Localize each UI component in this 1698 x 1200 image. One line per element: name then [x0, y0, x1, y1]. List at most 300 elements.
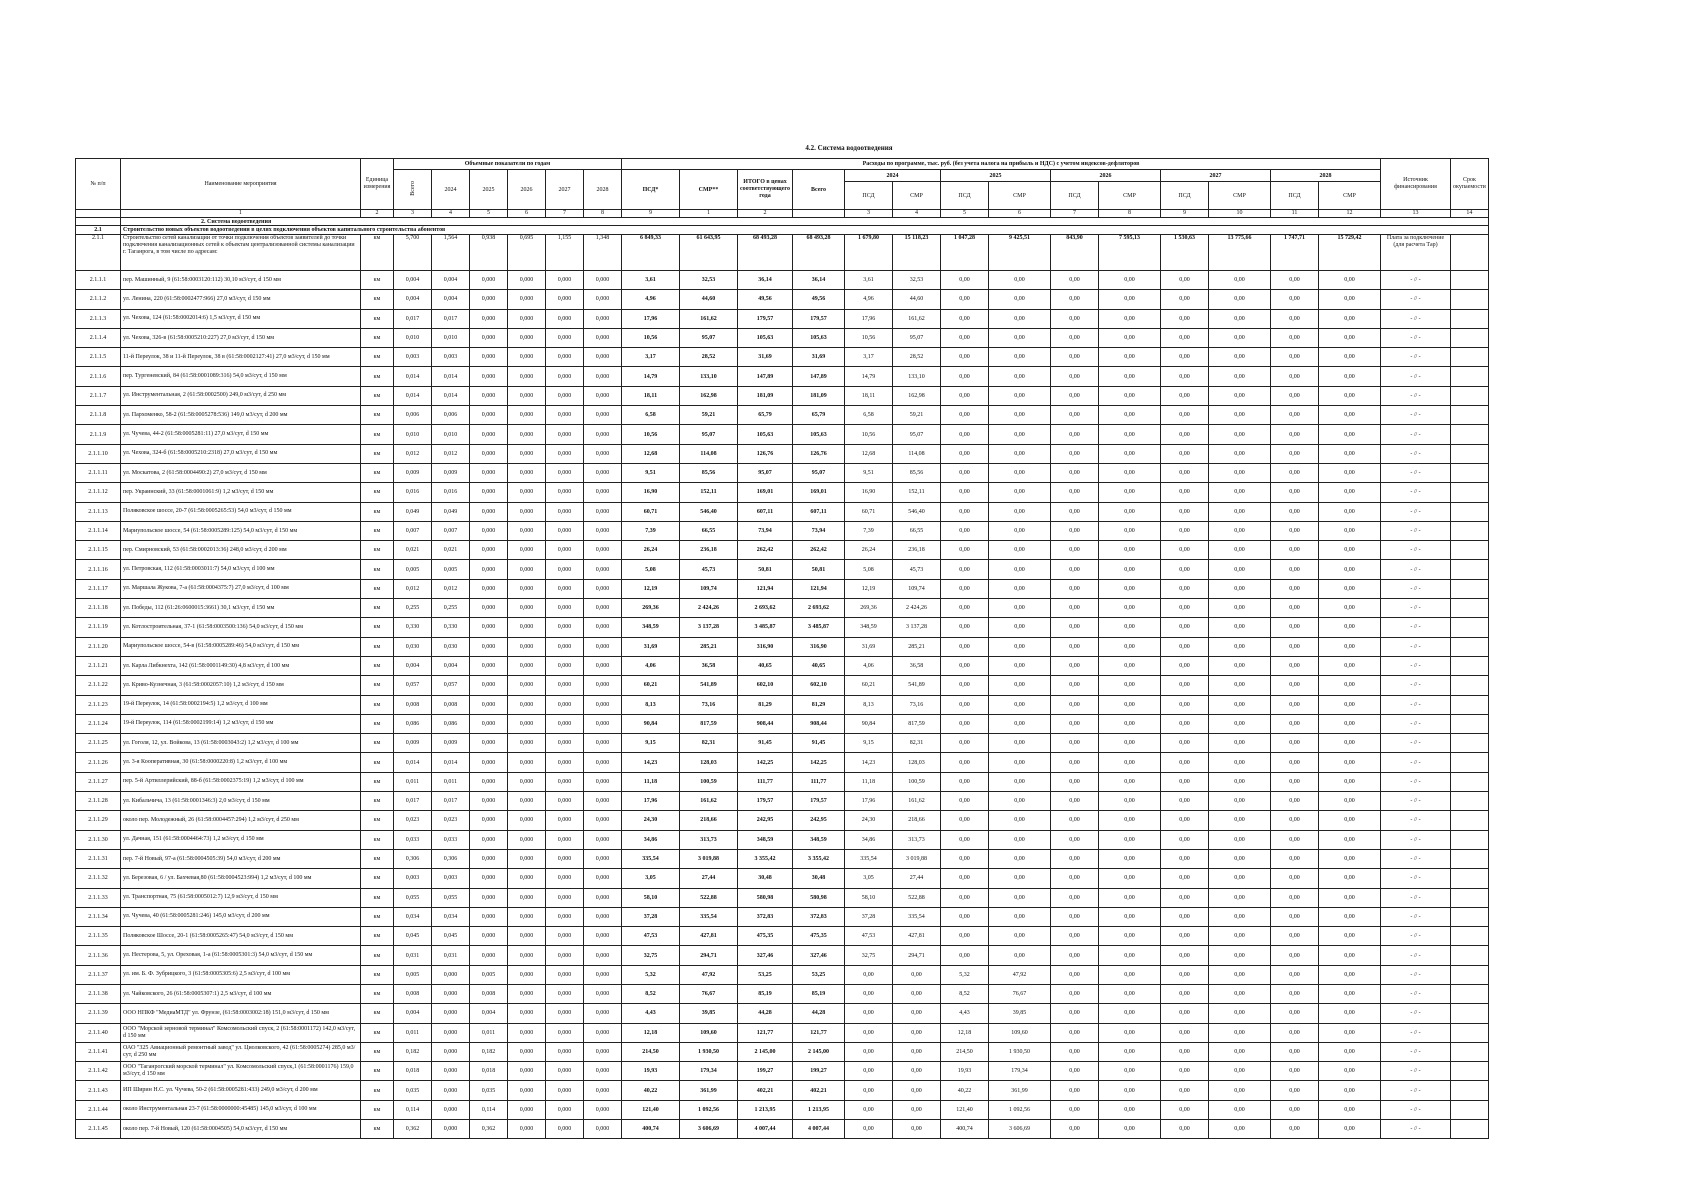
- total-value: 1 679,80: [845, 235, 893, 271]
- row-value: 1 930,50: [989, 1042, 1051, 1061]
- row-no: 2.1.1.38: [76, 984, 121, 1003]
- row-value: 0,000: [470, 714, 508, 733]
- row-value: 0,00: [1319, 386, 1381, 405]
- row-value: 0,00: [1051, 618, 1099, 637]
- row-value: 348,59: [845, 618, 893, 637]
- row-no: 2.1.1.2: [76, 290, 121, 309]
- row-value: 95,07: [680, 425, 738, 444]
- row-unit: км: [361, 965, 394, 984]
- row-value: 9,51: [622, 463, 680, 482]
- row-value: 0,004: [432, 290, 470, 309]
- total-value: 68 493,28: [793, 235, 845, 271]
- row-term: [1451, 714, 1489, 733]
- row-value: 3 485,87: [738, 618, 793, 637]
- col-no: № п/п: [76, 159, 121, 210]
- row-value: 91,45: [738, 734, 793, 753]
- row-no: 2.1.1.17: [76, 579, 121, 598]
- row-value: 0,00: [1209, 927, 1271, 946]
- row-value: 0,00: [1319, 1081, 1381, 1100]
- table-row: [76, 927, 1489, 946]
- row-value: 0,000: [584, 502, 622, 521]
- row-value: 147,89: [738, 367, 793, 386]
- row-unit: км: [361, 618, 394, 637]
- row-value: 17,96: [845, 309, 893, 328]
- total-no: 2.1.1: [76, 235, 121, 271]
- row-name: ул. Чехова, 324-б (61:58:0005210:2318) 27,0 м3/сут, d 150 мм: [121, 444, 361, 463]
- row-value: 0,005: [470, 965, 508, 984]
- col-vol-total: Всего: [394, 170, 432, 210]
- column-number: 8: [584, 210, 622, 218]
- row-value: 0,000: [508, 888, 546, 907]
- row-value: 4,96: [845, 290, 893, 309]
- row-value: 0,00: [1161, 830, 1209, 849]
- row-value: 908,44: [738, 714, 793, 733]
- row-value: 24,30: [845, 811, 893, 830]
- row-value: 0,00: [989, 676, 1051, 695]
- row-name: ул. Транспортная, 75 (61:58:0005012:7) 12,9 м3/сут, d 150 мм: [121, 888, 361, 907]
- total-value: 7 595,13: [1099, 235, 1161, 271]
- row-value: 0,00: [1099, 927, 1161, 946]
- row-unit: км: [361, 849, 394, 868]
- row-no: 2.1.1.11: [76, 463, 121, 482]
- row-value: 0,006: [394, 406, 432, 425]
- row-value: 0,005: [394, 965, 432, 984]
- row-value: 0,00: [1099, 888, 1161, 907]
- row-value: 1 930,50: [680, 1042, 738, 1061]
- row-value: 0,00: [941, 714, 989, 733]
- row-value: 0,00: [1051, 483, 1099, 502]
- row-term: [1451, 560, 1489, 579]
- row-value: 0,000: [470, 830, 508, 849]
- row-value: 0,000: [584, 541, 622, 560]
- row-value: 0,000: [508, 367, 546, 386]
- row-value: 31,69: [793, 348, 845, 367]
- row-value: 0,000: [432, 1100, 470, 1119]
- column-number: 1: [121, 210, 361, 218]
- row-name: пер. Украинский, 33 (61:58:0001061:9) 1,2 м3/сут, d 150 мм: [121, 483, 361, 502]
- row-value: 0,00: [1209, 579, 1271, 598]
- col-source: Источник финансирования: [1381, 159, 1451, 210]
- row-value: 0,000: [584, 483, 622, 502]
- row-term: [1451, 599, 1489, 618]
- row-value: 0,00: [1271, 1042, 1319, 1061]
- row-value: 0,00: [989, 271, 1051, 290]
- row-value: 0,00: [845, 1004, 893, 1023]
- row-value: 0,004: [394, 271, 432, 290]
- row-term: [1451, 328, 1489, 347]
- row-value: 0,000: [584, 849, 622, 868]
- row-value: 0,00: [1099, 521, 1161, 540]
- row-value: 0,00: [1209, 1023, 1271, 1042]
- row-value: 0,014: [432, 753, 470, 772]
- row-value: 348,59: [622, 618, 680, 637]
- column-number: 5: [470, 210, 508, 218]
- row-value: 0,000: [546, 1042, 584, 1061]
- row-value: 0,00: [1319, 1100, 1381, 1119]
- row-value: 59,21: [680, 406, 738, 425]
- row-value: 0,000: [508, 869, 546, 888]
- row-value: 0,000: [508, 406, 546, 425]
- row-value: 0,00: [989, 599, 1051, 618]
- row-source: - // -: [1381, 1062, 1451, 1081]
- row-value: 0,00: [1161, 734, 1209, 753]
- row-value: 0,000: [546, 907, 584, 926]
- table-row: [76, 541, 1489, 560]
- row-value: 161,62: [680, 792, 738, 811]
- row-value: 121,94: [793, 579, 845, 598]
- row-value: 0,000: [508, 328, 546, 347]
- row-value: 0,008: [432, 695, 470, 714]
- row-value: 26,24: [845, 541, 893, 560]
- row-value: 0,00: [1099, 1004, 1161, 1023]
- row-value: 0,00: [1271, 734, 1319, 753]
- row-value: 73,94: [738, 521, 793, 540]
- row-term: [1451, 502, 1489, 521]
- row-value: 0,00: [1051, 348, 1099, 367]
- row-value: 0,255: [394, 599, 432, 618]
- row-value: 0,00: [1271, 541, 1319, 560]
- row-no: 2.1.1.40: [76, 1023, 121, 1042]
- row-value: 0,00: [1099, 792, 1161, 811]
- row-value: 0,00: [1209, 1081, 1271, 1100]
- row-value: 121,40: [622, 1100, 680, 1119]
- row-value: 0,00: [1319, 965, 1381, 984]
- row-value: 0,045: [432, 927, 470, 946]
- row-value: 2 693,62: [793, 599, 845, 618]
- row-no: 2.1.1.41: [76, 1042, 121, 1061]
- row-value: 0,00: [1319, 1120, 1381, 1139]
- row-value: 0,00: [1051, 849, 1099, 868]
- row-value: 0,00: [1319, 695, 1381, 714]
- row-value: 0,000: [470, 676, 508, 695]
- row-value: 0,00: [989, 869, 1051, 888]
- row-value: 0,009: [432, 463, 470, 482]
- row-value: 0,00: [989, 656, 1051, 675]
- row-term: [1451, 483, 1489, 502]
- row-value: 181,09: [793, 386, 845, 405]
- row-value: 0,00: [1161, 753, 1209, 772]
- row-source: - // -: [1381, 541, 1451, 560]
- row-value: 0,00: [1319, 521, 1381, 540]
- row-value: 47,92: [680, 965, 738, 984]
- row-value: 0,000: [546, 1100, 584, 1119]
- row-value: 0,00: [1319, 1004, 1381, 1023]
- row-value: 602,10: [793, 676, 845, 695]
- row-value: 327,46: [793, 946, 845, 965]
- row-no: 2.1.1.1: [76, 271, 121, 290]
- row-value: 0,00: [1319, 444, 1381, 463]
- row-value: 0,00: [1319, 425, 1381, 444]
- row-value: 0,011: [394, 772, 432, 791]
- row-unit: км: [361, 560, 394, 579]
- row-value: 128,03: [893, 753, 941, 772]
- row-value: 0,00: [941, 560, 989, 579]
- row-value: 0,00: [989, 637, 1051, 656]
- row-value: 3,17: [845, 348, 893, 367]
- row-value: 0,00: [1051, 946, 1099, 965]
- row-source: - // -: [1381, 309, 1451, 328]
- row-value: 0,00: [1051, 444, 1099, 463]
- row-value: 0,000: [584, 599, 622, 618]
- row-source: - // -: [1381, 753, 1451, 772]
- row-value: 111,77: [793, 772, 845, 791]
- table-row: [76, 792, 1489, 811]
- total-value: 15 729,42: [1319, 235, 1381, 271]
- row-value: 0,000: [584, 386, 622, 405]
- row-source: - // -: [1381, 367, 1451, 386]
- row-value: 30,48: [738, 869, 793, 888]
- row-value: 0,00: [1161, 328, 1209, 347]
- row-value: 0,004: [432, 271, 470, 290]
- table-row: [76, 290, 1489, 309]
- row-value: 400,74: [941, 1120, 989, 1139]
- row-value: 0,033: [432, 830, 470, 849]
- row-value: 0,00: [1161, 907, 1209, 926]
- table-row: [76, 618, 1489, 637]
- total-value: 6 849,33: [622, 235, 680, 271]
- row-value: 0,00: [1209, 714, 1271, 733]
- row-value: 0,00: [1099, 637, 1161, 656]
- row-value: 0,00: [845, 965, 893, 984]
- row-value: 0,000: [546, 1120, 584, 1139]
- row-value: 0,00: [1161, 406, 1209, 425]
- row-unit: км: [361, 502, 394, 521]
- row-value: 17,96: [622, 309, 680, 328]
- row-value: 0,00: [989, 348, 1051, 367]
- row-value: 0,00: [1209, 328, 1271, 347]
- row-value: 6,58: [622, 406, 680, 425]
- row-value: 0,000: [546, 965, 584, 984]
- row-value: 0,000: [470, 406, 508, 425]
- row-value: 0,000: [470, 290, 508, 309]
- total-value: 13 775,66: [1209, 235, 1271, 271]
- row-value: 0,004: [432, 656, 470, 675]
- row-value: 32,75: [622, 946, 680, 965]
- row-value: 7,39: [622, 521, 680, 540]
- row-term: [1451, 386, 1489, 405]
- row-term: [1451, 1120, 1489, 1139]
- col-psd-2027: ПСД: [1161, 182, 1209, 210]
- row-value: 169,01: [738, 483, 793, 502]
- row-value: 169,01: [793, 483, 845, 502]
- row-source: - // -: [1381, 965, 1451, 984]
- row-value: 0,00: [893, 1062, 941, 1081]
- row-value: 85,19: [793, 984, 845, 1003]
- year-2027-header: 2027: [1161, 170, 1271, 182]
- row-source: - // -: [1381, 695, 1451, 714]
- row-value: 0,00: [1161, 271, 1209, 290]
- row-value: 0,00: [1271, 271, 1319, 290]
- row-value: 0,00: [1099, 425, 1161, 444]
- row-name: ООО "Таганрогский морской терминал" ул. Комсомольский спуск,1 (61:58:0001176) 159,0 м3/сут, d 150 мм: [121, 1062, 361, 1081]
- table-row: [76, 753, 1489, 772]
- row-value: 0,000: [470, 618, 508, 637]
- row-unit: км: [361, 328, 394, 347]
- row-name: ул. Кибальчича, 13 (61:58:0001346:3) 2,0 м3/сут, d 150 мм: [121, 792, 361, 811]
- row-value: 0,000: [546, 888, 584, 907]
- row-value: 28,52: [680, 348, 738, 367]
- row-value: 5,08: [845, 560, 893, 579]
- row-value: 0,00: [1161, 1062, 1209, 1081]
- row-value: 0,00: [1271, 869, 1319, 888]
- row-value: 546,40: [893, 502, 941, 521]
- row-value: 0,000: [584, 328, 622, 347]
- table-row: [76, 328, 1489, 347]
- row-value: 0,000: [584, 406, 622, 425]
- row-value: 0,003: [432, 348, 470, 367]
- row-value: 0,362: [394, 1120, 432, 1139]
- row-value: 0,00: [1319, 869, 1381, 888]
- row-name: около пер. Молодежный, 26 (61:58:0004457:294) 1,2 м3/сут, d 250 мм: [121, 811, 361, 830]
- row-value: 0,00: [989, 521, 1051, 540]
- table-row: [76, 367, 1489, 386]
- column-number: 3: [394, 210, 432, 218]
- row-value: 105,63: [738, 425, 793, 444]
- row-value: 0,00: [1161, 637, 1209, 656]
- row-value: 0,035: [394, 1081, 432, 1100]
- row-value: 0,00: [989, 502, 1051, 521]
- table-row: [76, 309, 1489, 328]
- table-row: [76, 734, 1489, 753]
- row-value: 0,000: [546, 695, 584, 714]
- row-value: 0,000: [584, 1120, 622, 1139]
- row-value: 0,00: [1209, 849, 1271, 868]
- row-unit: км: [361, 656, 394, 675]
- row-value: 316,90: [793, 637, 845, 656]
- row-value: 9,15: [622, 734, 680, 753]
- row-value: 0,000: [546, 1023, 584, 1042]
- row-value: 0,00: [1161, 772, 1209, 791]
- row-value: 0,000: [470, 888, 508, 907]
- row-source: - // -: [1381, 290, 1451, 309]
- row-no: 2.1.1.3: [76, 309, 121, 328]
- column-number: 2: [738, 210, 793, 218]
- year-2028-header: 2028: [1271, 170, 1381, 182]
- row-value: 0,00: [1161, 463, 1209, 482]
- row-value: 109,74: [680, 579, 738, 598]
- row-value: 0,00: [1209, 965, 1271, 984]
- row-value: 114,08: [893, 444, 941, 463]
- row-value: 32,75: [845, 946, 893, 965]
- row-value: 0,00: [1209, 656, 1271, 675]
- row-value: 0,00: [1099, 753, 1161, 772]
- row-source: - // -: [1381, 599, 1451, 618]
- row-value: 541,89: [893, 676, 941, 695]
- row-value: 34,86: [622, 830, 680, 849]
- row-value: 0,00: [1099, 869, 1161, 888]
- row-value: 31,69: [738, 348, 793, 367]
- row-no: 2.1.1.44: [76, 1100, 121, 1119]
- row-value: 0,00: [1209, 946, 1271, 965]
- row-name: Поляковское шоссе, 20-7 (61:58:0005265:53) 54,0 м3/сут, d 150 мм: [121, 502, 361, 521]
- row-value: 0,000: [470, 425, 508, 444]
- row-value: 0,00: [1209, 1004, 1271, 1023]
- row-value: 0,00: [989, 830, 1051, 849]
- row-value: 0,010: [394, 425, 432, 444]
- row-unit: км: [361, 811, 394, 830]
- column-number: 13: [1381, 210, 1451, 218]
- row-value: 14,79: [845, 367, 893, 386]
- row-value: 58,10: [845, 888, 893, 907]
- row-value: 0,00: [1209, 367, 1271, 386]
- row-value: 0,000: [508, 927, 546, 946]
- table-row: [76, 714, 1489, 733]
- row-term: [1451, 1004, 1489, 1023]
- row-value: 0,00: [989, 541, 1051, 560]
- row-value: 0,306: [432, 849, 470, 868]
- row-value: 0,00: [1051, 328, 1099, 347]
- row-value: 10,56: [845, 425, 893, 444]
- row-value: 0,007: [394, 521, 432, 540]
- row-value: 0,00: [989, 386, 1051, 405]
- row-term: [1451, 348, 1489, 367]
- row-unit: км: [361, 1004, 394, 1023]
- row-unit: км: [361, 888, 394, 907]
- row-no: 2.1.1.31: [76, 849, 121, 868]
- row-name: Мариупольское шоссе, 54 (61:58:0005289:125) 54,0 м3/сут, d 150 мм: [121, 521, 361, 540]
- row-value: 0,00: [1051, 1100, 1099, 1119]
- row-value: 0,000: [584, 425, 622, 444]
- row-value: 0,000: [508, 483, 546, 502]
- row-value: 0,00: [845, 1100, 893, 1119]
- row-value: 0,000: [546, 618, 584, 637]
- row-value: 0,00: [1271, 984, 1319, 1003]
- row-value: 0,000: [470, 348, 508, 367]
- row-value: 0,00: [941, 502, 989, 521]
- row-value: 0,00: [1051, 425, 1099, 444]
- row-value: 0,00: [989, 579, 1051, 598]
- row-value: 0,049: [394, 502, 432, 521]
- row-value: 607,11: [793, 502, 845, 521]
- row-value: 0,000: [508, 444, 546, 463]
- row-value: 0,00: [1161, 946, 1209, 965]
- row-value: 0,00: [1161, 560, 1209, 579]
- row-value: 4,43: [622, 1004, 680, 1023]
- row-value: 0,000: [508, 772, 546, 791]
- row-value: 0,00: [1209, 386, 1271, 405]
- table-row: [76, 1042, 1489, 1061]
- row-value: 105,63: [738, 328, 793, 347]
- row-value: 0,00: [1319, 888, 1381, 907]
- row-value: 105,63: [793, 328, 845, 347]
- row-value: 0,000: [584, 637, 622, 656]
- column-number: 9: [622, 210, 680, 218]
- row-value: 28,52: [893, 348, 941, 367]
- row-value: 17,96: [845, 792, 893, 811]
- row-value: 0,000: [584, 1081, 622, 1100]
- row-no: 2.1.1.6: [76, 367, 121, 386]
- row-value: 0,000: [584, 888, 622, 907]
- row-value: 0,000: [470, 734, 508, 753]
- row-value: 53,25: [793, 965, 845, 984]
- row-value: 0,00: [1051, 290, 1099, 309]
- row-value: 0,00: [1271, 907, 1319, 926]
- row-value: 0,00: [1099, 328, 1161, 347]
- row-name: пер. Машинный, 9 (61:58:0003120:112) 30,10 м3/сут, d 150 мм: [121, 271, 361, 290]
- row-value: 0,00: [1271, 1081, 1319, 1100]
- row-value: 0,000: [508, 753, 546, 772]
- row-name: ОАО "325 Авиационный ремонтный завод" ул. Циолковского, 42 (61:58:0005274) 285,0 м3/сут, d 250 мм: [121, 1042, 361, 1061]
- row-no: 2.1.1.33: [76, 888, 121, 907]
- row-value: 0,000: [546, 734, 584, 753]
- column-number: 10: [1209, 210, 1271, 218]
- row-value: 214,50: [622, 1042, 680, 1061]
- table-row: [76, 984, 1489, 1003]
- row-value: 81,29: [793, 695, 845, 714]
- row-value: 0,00: [893, 1100, 941, 1119]
- row-value: 0,00: [1099, 772, 1161, 791]
- row-term: [1451, 406, 1489, 425]
